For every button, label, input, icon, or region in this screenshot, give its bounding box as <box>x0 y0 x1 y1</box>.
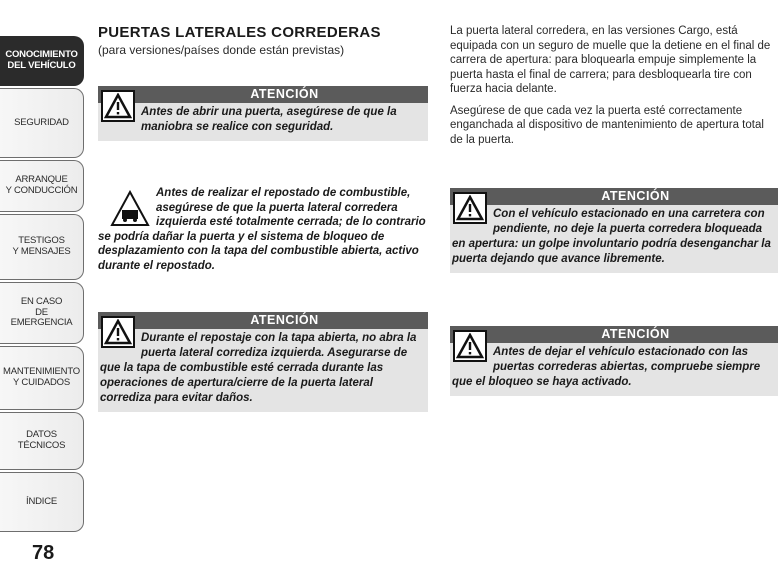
tab-datos-tecnicos[interactable] <box>0 412 84 470</box>
section-title: PUERTAS LATERALES CORREDERAS <box>98 24 381 41</box>
tab-label: MANTENIMIENTO Y CUIDADOS <box>3 366 80 388</box>
warning-header: ATENCIÓN <box>450 326 778 343</box>
paragraph-check-engaged: Asegúrese de que cada vez la puerta esté correctamente enganchada al dispositivo de mantenimiento de apertura total de la puerta. <box>450 104 764 146</box>
warning-header: ATENCIÓN <box>450 188 778 205</box>
warning-text: Con el vehículo estacionado en una carretera con pendiente, no deje la puerta corredera bloqueada en apertura: un golpe involuntario podría desenganchar la puerta dejando que avance libremente. <box>452 208 771 265</box>
tab-testigos-y-mensajes[interactable] <box>0 214 84 280</box>
warning-text: Durante el repostaje con la tapa abierta, no abra la puerta lateral corrediza izquierda. Asegurarse de que la tapa de combustible esté cerrada durante las operaciones de apertura/cierre de la puerta lateral corrediza para evitar daños. <box>100 332 417 404</box>
warning-text: Antes de dejar el vehículo estacionado con las puertas correderas abiertas, compruebe siempre que el bloqueo se haya activado. <box>452 346 761 388</box>
warning-box-open-door <box>98 86 428 141</box>
tab-seguridad[interactable] <box>0 88 84 158</box>
page-number: 78 <box>32 542 55 564</box>
fuel-note <box>98 186 430 273</box>
tab-label: DATOS TÉCNICOS <box>17 429 66 451</box>
tab-mantenimiento-y-cuidados[interactable] <box>0 346 84 410</box>
tab-indice[interactable] <box>0 472 84 532</box>
warning-triangle-icon <box>453 330 487 362</box>
chapter-sidebar <box>0 0 86 583</box>
fuel-note-text: Antes de realizar el repostado de combustible, asegúrese de que la puerta lateral corredera izquierda esté totalmente cerrada; de lo contrario se podría dañar la puerta y el sistema de bloqueo de desplazamiento con la tapa del combustible abierta, activo durante el repostado. <box>98 187 426 272</box>
tab-label: ÍNDICE <box>26 495 57 507</box>
tab-arranque-y-conduccion[interactable] <box>0 160 84 212</box>
warning-header: ATENCIÓN <box>98 312 428 329</box>
tab-label: TESTIGOS Y MENSAJES <box>12 235 71 257</box>
fuel-warning-icon <box>110 190 150 228</box>
left-column <box>98 24 430 57</box>
tab-en-caso-de-emergencia[interactable] <box>0 282 84 344</box>
section-subtitle: (para versiones/países donde están previstas) <box>98 43 345 57</box>
tab-label: EN CASO DE EMERGENCIA <box>10 295 73 329</box>
warning-box-parked-open <box>450 326 778 396</box>
warning-box-refuelling <box>98 312 428 412</box>
warning-triangle-icon <box>101 90 135 122</box>
tab-label: SEGURIDAD <box>14 116 69 128</box>
paragraph-spring-lock: La puerta lateral corredera, en las versiones Cargo, está equipada con un seguro de muelle que la detiene en el final de carrera de apertura: para bloquearla empuje simplemente la puerta hasta el final de carrera; para desbloquearla tire con fuerza hacia delante. <box>450 25 771 95</box>
tab-label: ARRANQUE Y CONDUCCIÓN <box>5 174 78 196</box>
warning-box-slope <box>450 188 778 273</box>
warning-header: ATENCIÓN <box>98 86 428 103</box>
warning-triangle-icon <box>101 316 135 348</box>
right-column <box>450 24 778 154</box>
warning-triangle-icon <box>453 192 487 224</box>
warning-text: Antes de abrir una puerta, asegúrese de que la maniobra se realice con seguridad. <box>141 106 397 133</box>
tab-label: CONOCIMIENTO DEL VEHÍCULO <box>5 49 78 71</box>
tab-conocimiento-del-vehiculo[interactable] <box>0 36 84 86</box>
